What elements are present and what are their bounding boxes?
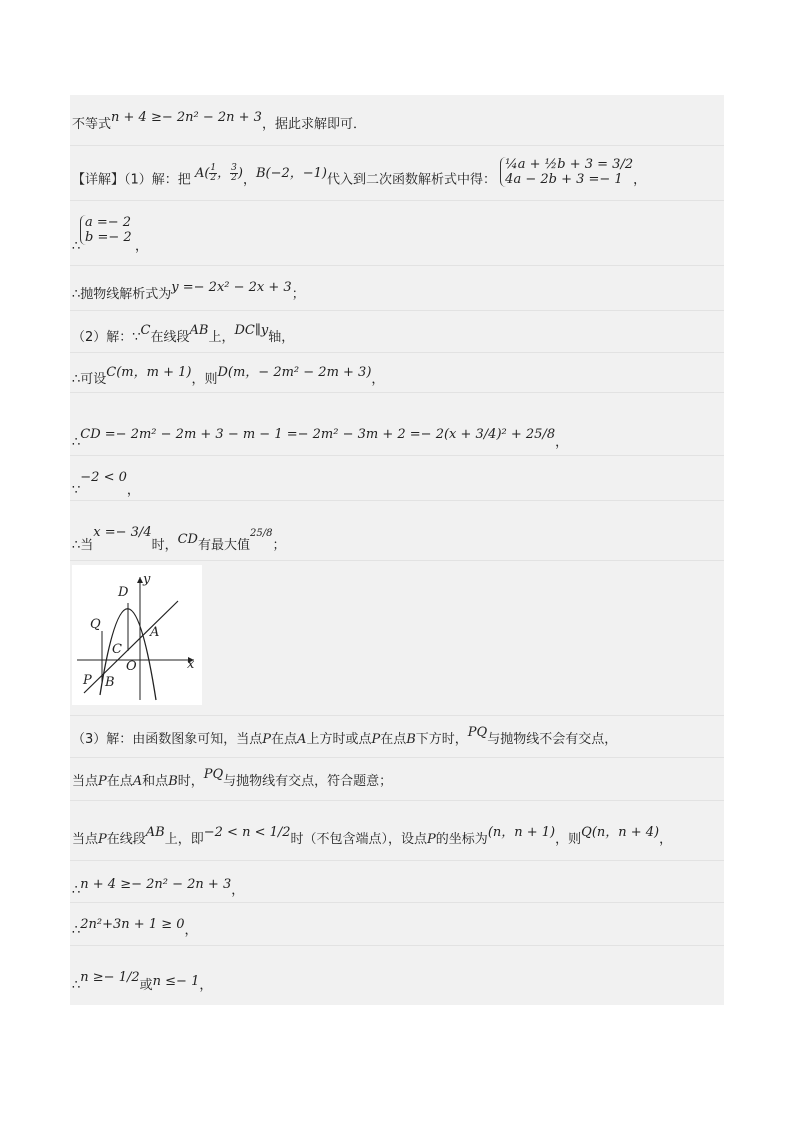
therefore: ∴	[72, 239, 81, 254]
point-B: B(−2，−1)	[255, 165, 328, 181]
text: （1）解：把	[124, 172, 191, 188]
point-C: C	[140, 323, 151, 338]
text: 有最大值	[197, 538, 250, 553]
therefore: ∴	[72, 978, 81, 993]
formula: n + 4 ≥− 2n² − 2n + 3	[111, 110, 262, 125]
formula: x =− 3/4	[93, 525, 152, 540]
formula: CD	[177, 532, 198, 547]
divider	[70, 757, 724, 758]
label-D: D	[118, 585, 129, 600]
text: （3）解：由函数图象可知，当点	[72, 732, 263, 747]
text: 上，即	[164, 832, 204, 847]
text: 在点	[271, 732, 298, 747]
point-P: P	[98, 774, 107, 789]
divider	[70, 145, 724, 146]
text-line-2: 【详解】（1）解：把 A( $\frac{1}{2}$ ， $\frac{3}{2}$ )，B(−2，−1)代入到二次函数解析式中得： ¼a + ½b + 3 = 3/2 4a − 2b + 3 =− 1 ，	[72, 157, 647, 188]
text-line-12	[72, 825, 673, 850]
label-C: C	[112, 642, 122, 657]
text: 的坐标为	[435, 832, 488, 847]
therefore: ∴	[72, 883, 81, 898]
divider	[70, 352, 724, 353]
point-A: A	[297, 732, 307, 747]
divider	[70, 455, 724, 456]
formula: −2 < n < 1/2	[203, 825, 291, 840]
text: 时，	[177, 774, 204, 789]
formula: CD =− 2m² − 2m + 3 − m − 1 =− 2m² − 3m + 2 =− 2(x + 3/4)² + 25/8	[80, 427, 556, 442]
formula: −2 < 0	[80, 470, 127, 485]
text: ，则	[555, 832, 582, 847]
punct: ，	[199, 978, 213, 993]
equation-system: ¼a + ½b + 3 = 3/2 4a − 2b + 3 =− 1	[500, 157, 633, 187]
parabola-figure	[72, 565, 202, 705]
text: 代入到二次函数解析式中得：	[327, 172, 497, 188]
therefore: ∴	[72, 435, 81, 450]
text-line-13	[72, 875, 245, 898]
divider	[70, 945, 724, 946]
punct: ，	[126, 483, 140, 498]
text-line-9	[72, 525, 286, 558]
divider	[70, 200, 724, 201]
text-line-10	[72, 725, 618, 750]
text: 与抛物线有交点，符合题意；	[223, 774, 393, 789]
divider	[70, 500, 724, 501]
graph-svg	[72, 565, 202, 705]
text: 当点	[72, 774, 99, 789]
segment-AB: AB	[189, 323, 209, 338]
text: ，据此求解即可．	[261, 117, 366, 132]
punct: ，	[633, 172, 647, 188]
punct: ，	[231, 883, 245, 898]
formula: 2n²+3n + 1 ≥ 0	[80, 917, 185, 932]
punct: ，	[555, 435, 569, 450]
text: 在点	[106, 774, 133, 789]
divider	[70, 800, 724, 801]
text: ∴可设	[72, 372, 107, 387]
segment-AB: AB	[145, 825, 165, 840]
divider	[70, 265, 724, 266]
point-B: B	[168, 774, 178, 789]
punct: ，	[184, 923, 198, 938]
label-O: O	[126, 659, 137, 674]
divider	[70, 902, 724, 903]
text: 在线段	[150, 330, 190, 345]
text-line-4	[72, 280, 305, 305]
text: 与抛物线不会有交点，	[487, 732, 618, 747]
punct: ，	[135, 239, 149, 254]
text: ，则	[191, 372, 218, 387]
punct: ；	[291, 287, 305, 302]
divider	[70, 560, 724, 561]
punct: ；	[272, 538, 286, 553]
formula: n + 4 ≥− 2n² − 2n + 3	[80, 877, 232, 892]
text: （2）解：∵	[72, 330, 141, 345]
divider	[70, 392, 724, 393]
detail-label: 【详解】	[72, 172, 125, 188]
text: 轴，	[268, 330, 295, 345]
label-P: P	[83, 673, 92, 688]
therefore: ∴	[72, 923, 81, 938]
text-line-6	[72, 365, 385, 390]
text-line-7	[72, 425, 569, 450]
text-line-5	[72, 323, 295, 348]
formula: C(m，m + 1)	[106, 365, 192, 380]
label-y: y	[143, 572, 151, 587]
text: 上，	[208, 330, 235, 345]
text: 在线段	[106, 832, 146, 847]
formula: (n，n + 1)	[487, 825, 556, 840]
text-line-14	[72, 915, 198, 938]
formula: n ≥− 1/2	[80, 970, 140, 985]
text: 当点	[72, 832, 99, 847]
label-B: B	[105, 675, 115, 690]
point-P: P	[98, 832, 107, 847]
divider	[70, 310, 724, 311]
text-line-1	[72, 110, 366, 135]
segment-PQ: PQ	[203, 767, 224, 782]
text: 下方时，	[415, 732, 468, 747]
text: 或	[139, 978, 153, 993]
formula: y =− 2x² − 2x + 3	[171, 280, 292, 295]
solution-system: a =− 2 b =− 2	[80, 215, 132, 245]
formula: DC∥y	[234, 323, 269, 338]
text: 上方时或点	[306, 732, 372, 747]
punct: ，	[659, 832, 673, 847]
text: 时（不包含端点），设点	[290, 832, 428, 847]
point-P: P	[371, 732, 381, 747]
label-A: A	[150, 625, 160, 640]
point-P: P	[262, 732, 272, 747]
formula: n ≤− 1	[152, 974, 200, 989]
divider	[70, 860, 724, 861]
point-A: A	[132, 774, 143, 789]
text-line-15	[72, 968, 212, 996]
text-line-8	[72, 470, 140, 498]
formula: D(m，− 2m² − 2m + 3)	[217, 365, 372, 380]
point-A: A( $\frac{1}{2}$ ， $\frac{3}{2}$ )	[194, 162, 243, 183]
text: ∴当	[72, 538, 94, 553]
text: 和点	[142, 774, 169, 789]
point-B: B	[406, 732, 416, 747]
line-AB	[84, 601, 178, 693]
formula: Q(n，n + 4)	[581, 825, 660, 840]
text-line-11	[72, 767, 393, 792]
text: 时，	[151, 538, 178, 553]
label-x: x	[187, 657, 195, 672]
text: 不等式	[72, 117, 112, 132]
because: ∵	[72, 483, 81, 498]
max-value: 25/8	[250, 528, 273, 539]
segment-PQ: PQ	[467, 725, 488, 740]
point-P: P	[427, 832, 436, 847]
text: 在点	[380, 732, 407, 747]
label-Q: Q	[90, 617, 101, 632]
punct: ，	[371, 372, 385, 387]
text: ∴抛物线解析式为	[72, 287, 172, 302]
divider	[70, 715, 724, 716]
